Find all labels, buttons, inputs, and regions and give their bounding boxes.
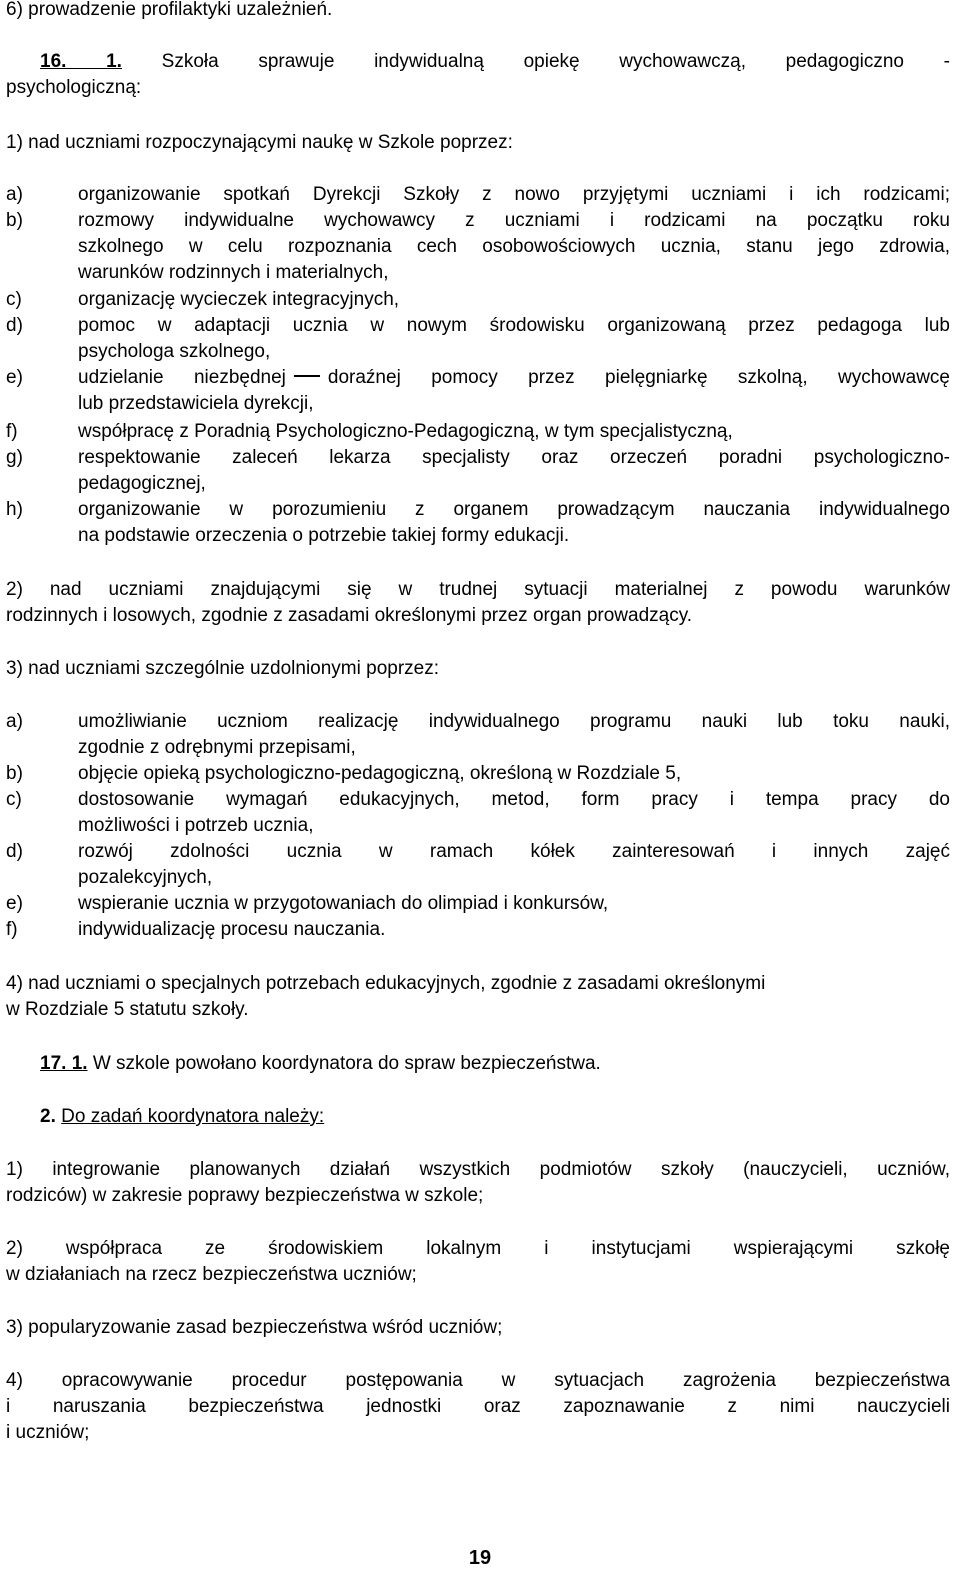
item-1d	[6, 314, 950, 338]
point-2-cont: rodzinnych i losowych, zgodnie z zasadami określonymi przez organ prowadzący.	[6, 605, 693, 626]
item-label: a)	[6, 184, 23, 205]
point-4-cont: w Rozdziale 5 statutu szkoły.	[6, 999, 249, 1020]
item-label: g)	[6, 447, 23, 468]
item-1f	[6, 420, 950, 444]
item-label: c)	[6, 289, 22, 310]
point-3-heading: 3) nad uczniami szczególnie uzdolnionymi poprzez:	[6, 658, 440, 679]
item-label: b)	[6, 210, 23, 231]
item-label: f)	[6, 919, 18, 940]
task-4-cont2: i uczniów;	[6, 1422, 90, 1443]
em-dash-line	[294, 375, 320, 377]
section-16-intro-cont: psychologiczną:	[6, 77, 142, 98]
item-label: e)	[6, 367, 23, 388]
item-3a-cont: zgodnie z odrębnymi przepisami,	[78, 737, 356, 758]
item-1g-cont: pedagogicznej,	[78, 473, 206, 494]
item-text: respektowanie zaleceń lekarza specjalisty oraz orzeczeń poradni psychologiczno-	[78, 447, 950, 468]
item-3d	[6, 840, 950, 864]
item-1d-cont: psychologa szkolnego,	[78, 341, 271, 362]
task-2: 2) współpraca ze środowiskiem lokalnym i instytucjami wspierającymi szkołę	[6, 1238, 950, 1259]
section-17-intro	[6, 1052, 950, 1076]
section-17-2-text: Do zadań koordynatora należy:	[61, 1106, 325, 1127]
item-label: d)	[6, 841, 23, 862]
section-17-text: W szkole powołano koordynatora do spraw bezpieczeństwa.	[92, 1053, 601, 1074]
item-text-part: doraźnej pomocy przez pielęgniarkę szkolną, wychowawcę	[327, 367, 950, 388]
item-text: współpracę z Poradnią Psychologiczno-Pedagogiczną, w tym specjalistyczną,	[78, 421, 733, 442]
item-1h	[6, 498, 950, 522]
item-1e-cont: lub przedstawiciela dyrekcji,	[78, 393, 314, 414]
item-label: b)	[6, 763, 23, 784]
item-1g	[6, 446, 950, 470]
task-3: 3) popularyzowanie zasad bezpieczeństwa wśród uczniów;	[6, 1317, 503, 1338]
item-text: organizację wycieczek integracyjnych,	[78, 289, 400, 310]
item-text: organizowanie spotkań Dyrekcji Szkoły z nowo przyjętymi uczniami i ich rodzicami;	[78, 184, 950, 205]
item-text: organizowanie w porozumieniu z organem prowadzącym nauczania indywidualnego	[78, 499, 950, 520]
item-text: objęcie opieką psychologiczno-pedagogiczną, określoną w Rozdziale 5,	[78, 763, 682, 784]
task-2-cont: w działaniach na rzecz bezpieczeństwa uczniów;	[6, 1264, 417, 1285]
item-text: indywidualizację procesu nauczania.	[78, 919, 386, 940]
item-text	[78, 366, 950, 390]
item-6-profilaktyka: 6) prowadzenie profilaktyki uzależnień.	[6, 0, 333, 20]
section-17-2-number: 2.	[40, 1106, 56, 1127]
section-17-2	[6, 1105, 950, 1129]
item-1b	[6, 209, 950, 233]
item-3c	[6, 788, 950, 812]
item-label: c)	[6, 789, 22, 810]
task-1-cont: rodziców) w zakresie poprawy bezpieczeństwa w szkole;	[6, 1185, 484, 1206]
item-text: pomoc w adaptacji ucznia w nowym środowisku organizowaną przez pedagoga lub	[78, 315, 950, 336]
task-4-cont: i naruszania bezpieczeństwa jednostki oraz zapoznawanie z nimi nauczycieli	[6, 1396, 950, 1417]
section-16-intro-text: Szkoła sprawuje indywidualną opiekę wychowawczą, pedagogiczno -	[161, 51, 950, 72]
item-3d-cont: pozalekcyjnych,	[78, 867, 213, 888]
item-1e	[6, 366, 950, 390]
item-1b-cont: szkolnego w celu rozpoznania cech osobowościowych ucznia, stanu jego zdrowia,	[78, 236, 950, 257]
item-label: h)	[6, 499, 23, 520]
item-3a	[6, 710, 950, 734]
item-1h-cont: na podstawie orzeczenia o potrzebie takiej formy edukacji.	[78, 525, 570, 546]
point-1-heading: 1) nad uczniami rozpoczynającymi naukę w Szkole poprzez:	[6, 132, 513, 153]
item-text: rozwój zdolności ucznia w ramach kółek zainteresowań i innych zajęć	[78, 841, 950, 862]
item-3b	[6, 762, 950, 786]
task-4: 4) opracowywanie procedur postępowania w sytuacjach zagrożenia bezpieczeństwa	[6, 1370, 950, 1391]
section-16-number: 16. 1.	[40, 51, 122, 72]
item-3c-cont: możliwości i potrzeb ucznia,	[78, 815, 314, 836]
item-1a	[6, 183, 950, 207]
item-3e	[6, 892, 950, 916]
item-text: wspieranie ucznia w przygotowaniach do olimpiad i konkursów,	[78, 893, 609, 914]
item-label: e)	[6, 893, 23, 914]
item-1b-cont2: warunków rodzinnych i materialnych,	[78, 262, 389, 283]
point-2: 2) nad uczniami znajdującymi się w trudnej sytuacji materialnej z powodu warunków	[6, 579, 950, 600]
item-text: dostosowanie wymagań edukacyjnych, metod, form pracy i tempa pracy do	[78, 789, 950, 810]
section-16-intro	[6, 50, 950, 74]
item-label: f)	[6, 421, 18, 442]
item-text: rozmowy indywidualne wychowawcy z uczniami i rodzicami na początku roku	[78, 210, 950, 231]
task-1: 1) integrowanie planowanych działań wszystkich podmiotów szkoły (nauczycieli, uczniów,	[6, 1159, 950, 1180]
point-4: 4) nad uczniami o specjalnych potrzebach edukacyjnych, zgodnie z zasadami określonymi	[6, 973, 766, 994]
item-1c	[6, 288, 950, 312]
page-number: 19	[468, 1547, 492, 1569]
item-text-part: udzielanie niezbędnej	[78, 367, 286, 388]
item-label: d)	[6, 315, 23, 336]
section-17-number: 17. 1.	[40, 1053, 88, 1074]
item-text: umożliwianie uczniom realizację indywidualnego programu nauki lub toku nauki,	[78, 711, 950, 732]
item-3f	[6, 918, 950, 942]
item-label: a)	[6, 711, 23, 732]
